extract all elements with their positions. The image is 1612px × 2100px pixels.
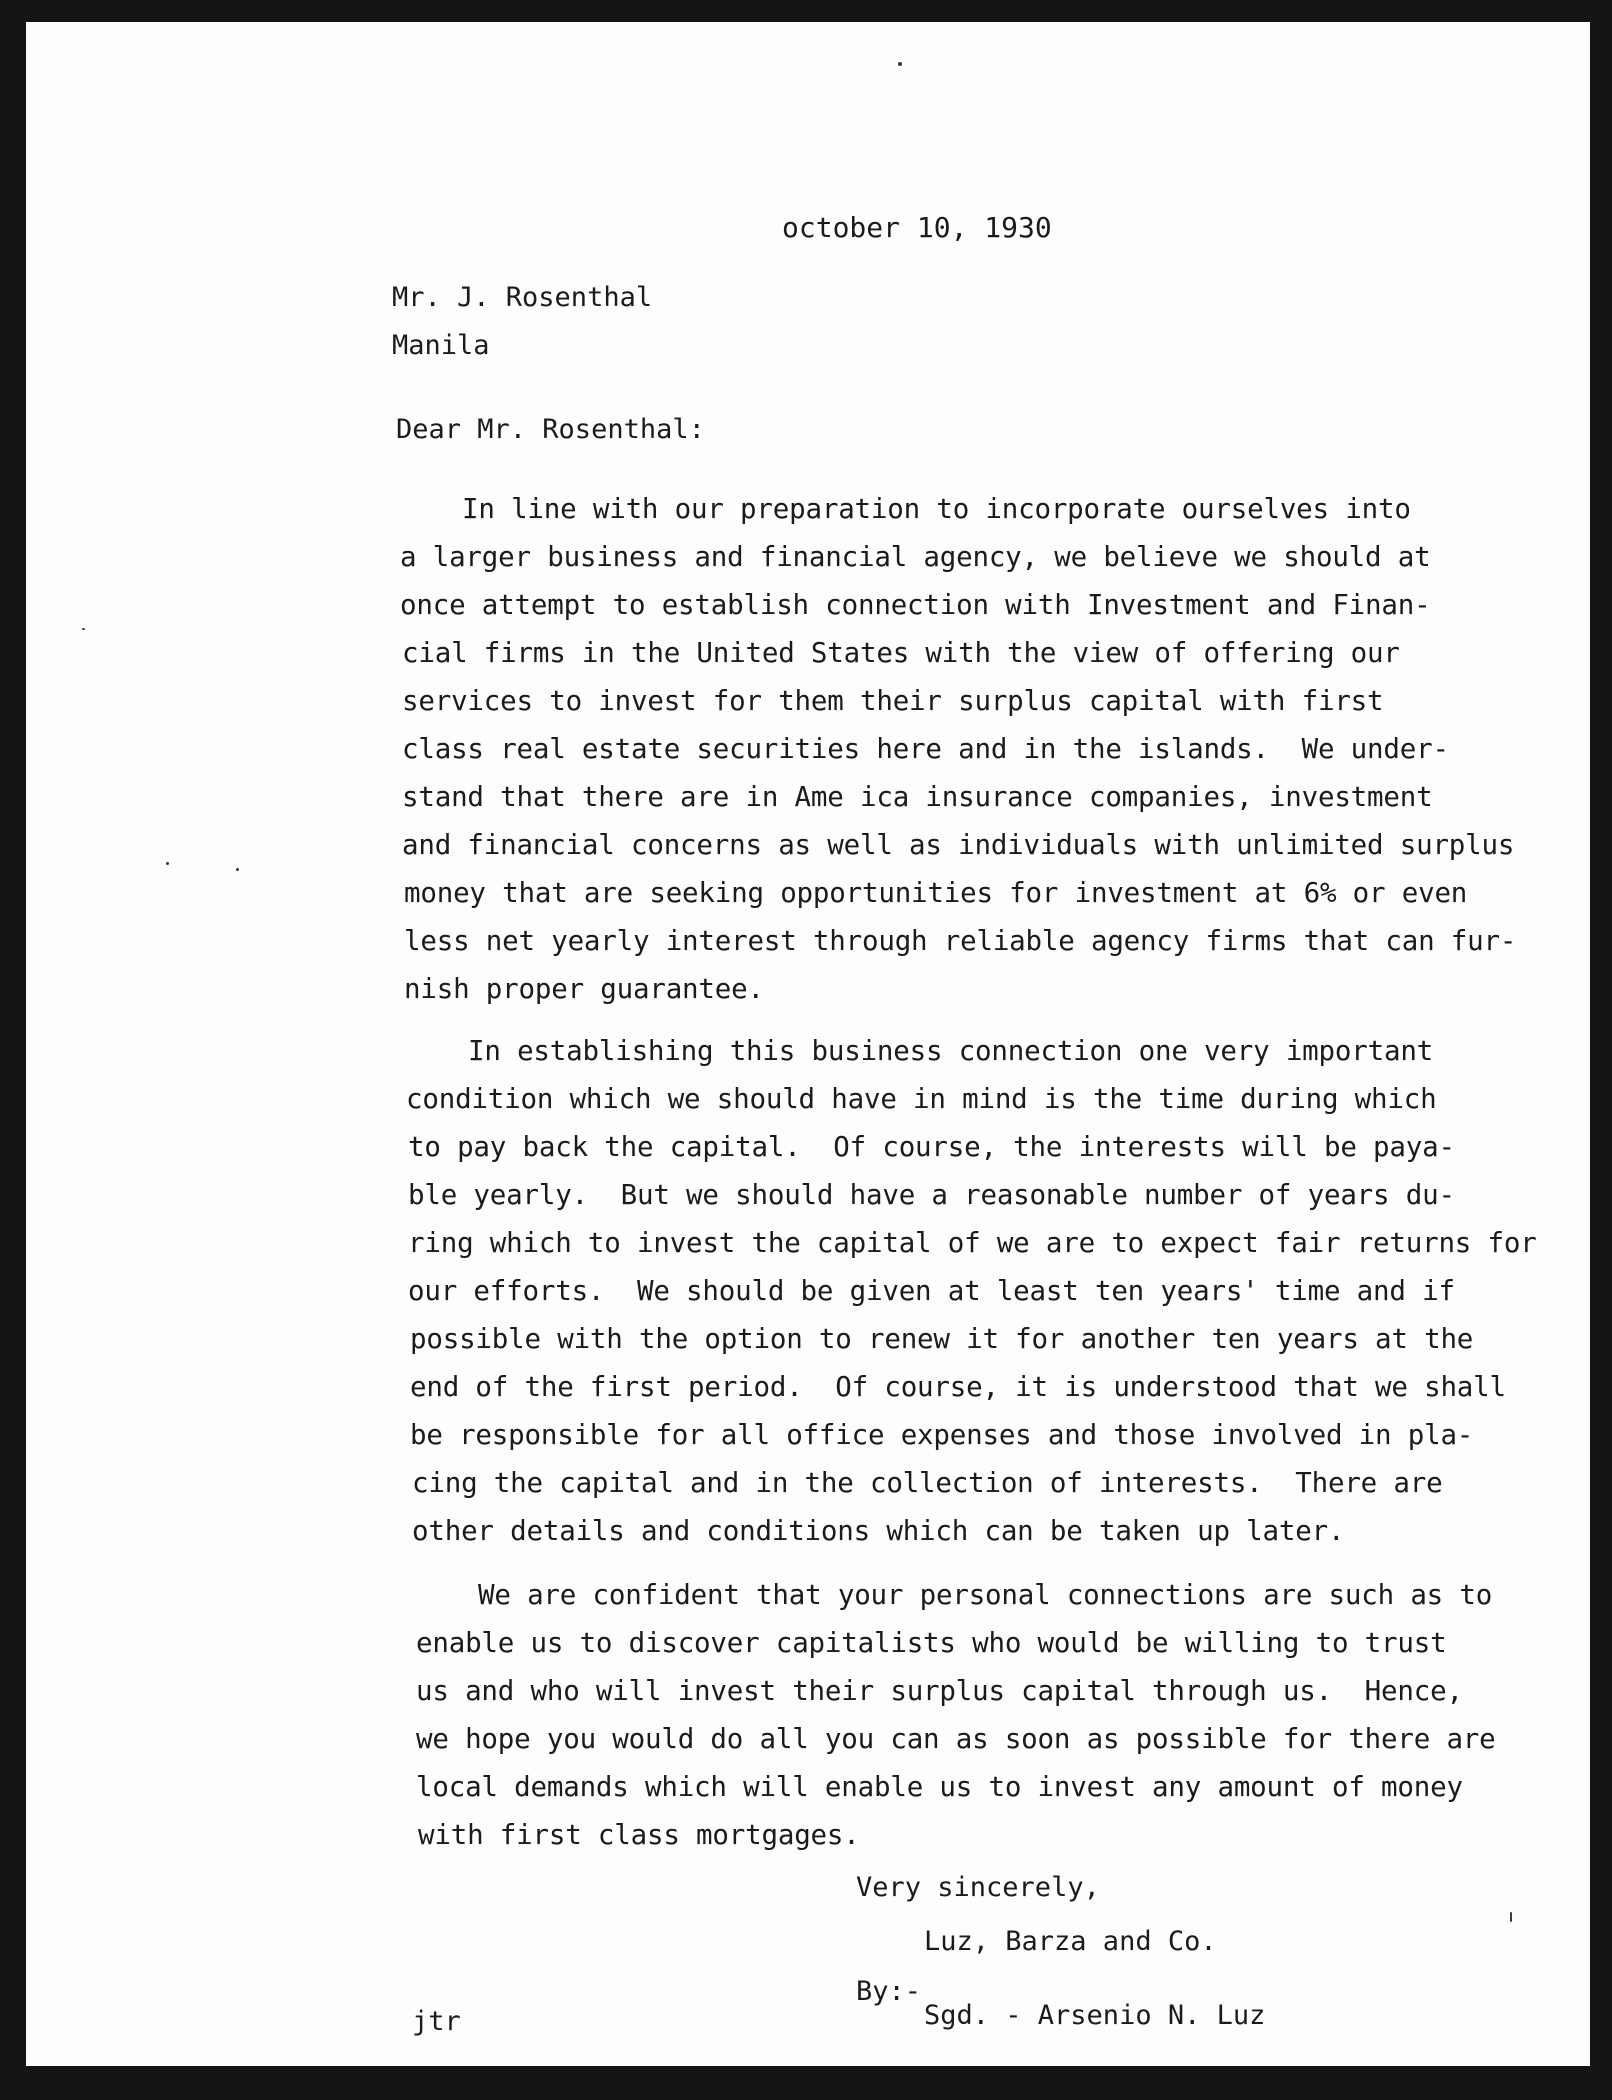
paragraph-line: money that are seeking opportunities for investment at 6% or even	[404, 877, 1468, 909]
paragraph-line: cial firms in the United States with the view of offering our	[402, 637, 1400, 669]
paragraph-line: We are confident that your personal connections are such as to	[478, 1579, 1493, 1611]
letter-date: october 10, 1930	[782, 211, 1052, 244]
by-label: By:-	[856, 1976, 922, 2007]
paragraph-line: be responsible for all office expenses and those involved in pla-	[410, 1419, 1474, 1451]
paragraph-line: other details and conditions which can be taken up later.	[412, 1515, 1345, 1547]
paper-speck	[166, 862, 169, 865]
paragraph-line: end of the first period. Of course, it is understood that we shall	[410, 1371, 1506, 1403]
letter-page	[26, 22, 1590, 2066]
paragraph-line: nish proper guarantee.	[404, 973, 764, 1005]
typist-initials: jtr	[412, 2006, 461, 2037]
recipient-city: Manila	[392, 330, 490, 361]
paragraph-line: we hope you would do all you can as soon as possible for there are	[416, 1723, 1496, 1755]
paragraph-line: condition which we should have in mind is the time during which	[406, 1083, 1437, 1115]
paragraph-line: local demands which will enable us to invest any amount of money	[416, 1771, 1463, 1803]
paragraph-line: ring which to invest the capital of we are to expect fair returns for	[408, 1227, 1537, 1259]
paragraph-line: possible with the option to renew it for another ten years at the	[410, 1323, 1474, 1355]
company-name: Luz, Barza and Co.	[924, 1926, 1217, 1957]
paragraph-line: stand that there are in Ame ica insurance companies, investment	[402, 781, 1433, 813]
paragraph-line: us and who will invest their surplus capital through us. Hence,	[416, 1675, 1463, 1707]
recipient-name: Mr. J. Rosenthal	[392, 282, 653, 313]
paragraph-line: enable us to discover capitalists who would be willing to trust	[416, 1627, 1447, 1659]
paragraph-line: and financial concerns as well as individuals with unlimited surplus	[402, 829, 1515, 861]
paragraph-line: In line with our preparation to incorporate ourselves into	[462, 493, 1411, 525]
signature-line: Sgd. - Arsenio N. Luz	[924, 2000, 1266, 2031]
paper-speck	[82, 628, 85, 630]
paragraph-line: less net yearly interest through reliable agency firms that can fur-	[404, 925, 1517, 957]
closing: Very sincerely,	[856, 1872, 1100, 1903]
salutation: Dear Mr. Rosenthal:	[396, 414, 705, 445]
paper-speck	[1510, 1912, 1512, 1922]
paragraph-line: cing the capital and in the collection of interests. There are	[412, 1467, 1443, 1499]
paragraph-line: class real estate securities here and in the islands. We under-	[402, 733, 1449, 765]
paragraph-line: services to invest for them their surplus capital with first	[402, 685, 1384, 717]
paper-speck	[898, 62, 902, 66]
paragraph-line: In establishing this business connection one very important	[468, 1035, 1434, 1067]
paragraph-line: a larger business and financial agency, we believe we should at	[400, 541, 1431, 573]
paragraph-line: once attempt to establish connection with Investment and Finan-	[400, 589, 1431, 621]
paragraph-line: with first class mortgages.	[418, 1819, 860, 1851]
paragraph-line: our efforts. We should be given at least ten years' time and if	[408, 1275, 1455, 1307]
paragraph-line: ble yearly. But we should have a reasonable number of years du-	[408, 1179, 1455, 1211]
paragraph-line: to pay back the capital. Of course, the interests will be paya-	[408, 1131, 1455, 1163]
paper-speck	[236, 868, 239, 871]
